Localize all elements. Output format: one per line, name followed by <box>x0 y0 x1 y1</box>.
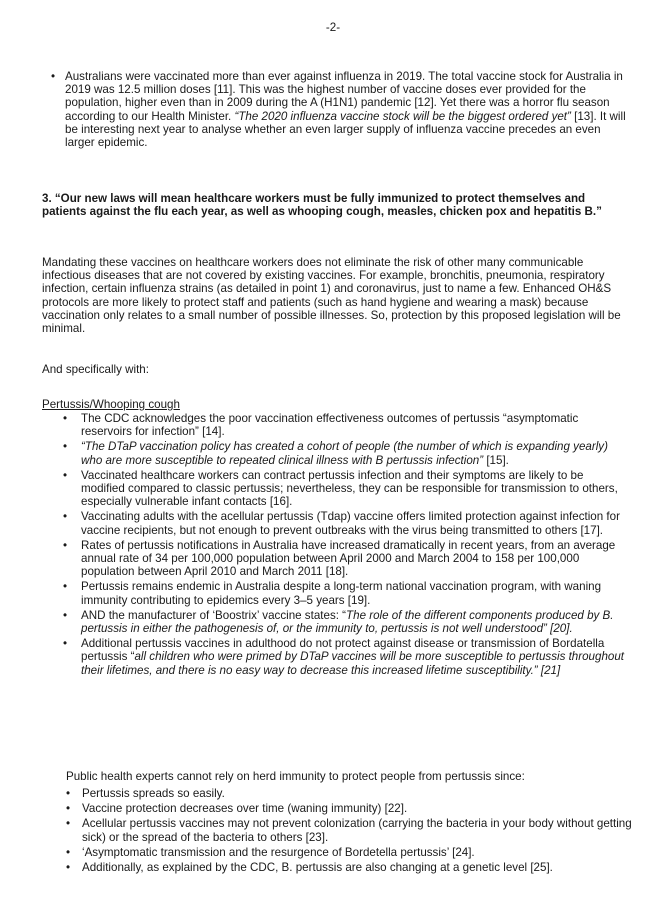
intro-text-end: [13]. It will be interesting next year to analyse whether an even larger supply of influenza vaccine precedes an even larger epidemic. <box>65 109 626 150</box>
specifically-line: And specifically with: <box>42 363 149 376</box>
intro-text: Australians were vaccinated more than ever against influenza in 2019. The total vaccine stock for Australia in 2019 was 12.5 million doses [11]. This was the highest number of vaccine doses ever provided for the population, higher even than in 2009 during the A (H1N1) pandemic [12]. Yet there was a horror flu season according to our Health Minister. <box>65 70 623 123</box>
pertussis-bullet-list <box>42 412 630 679</box>
bullet-pre-text: Rates of pertussis notifications in Australia have increased dramatically in recent years, from an average annual rate of 34 per 100,000 population between April 2000 and March 2004 to 158 per 100,000 population between April 2010 and March 2011 [18]. <box>81 538 616 579</box>
list-item <box>42 440 630 466</box>
section-3-heading: 3. “Our new laws will mean healthcare workers must be fully immunized to protect themselves and patients against the flu each year, as well as whooping cough, measles, chicken pox and hepatitis B.” <box>42 192 602 219</box>
herd-immunity-intro: Public health experts cannot rely on herd immunity to protect people from pertussis since: <box>66 770 525 783</box>
bullet-pre-text: Pertussis remains endemic in Australia despite a long-term national vaccination program, with waning immunity contributing to epidemics every 3–5 years [19]. <box>81 580 602 607</box>
bullet-italic-text: “The DTaP vaccination policy has created a cohort of people (the number of which is expanding yearly) who are more susceptible to repeated clinical illness with B pertussis infection” <box>81 440 608 467</box>
bullet-italic-text: The role of the different components produced by B. pertussis in either the pathogenesis of, or the immunity to, pertussis is not well understood” [20]. <box>81 608 614 636</box>
list-item: • ‘Asymptomatic transmission and the resurgence of Bordetella pertussis’ [24]. <box>60 846 632 859</box>
herd-bullet-list <box>60 787 632 876</box>
list-item: • Acellular pertussis vaccines may not prevent colonization (carrying the bacteria in your body without getting sick) or the spread of the bacteria to others [23]. <box>60 817 632 843</box>
list-item <box>42 70 632 149</box>
list-item: • Pertussis spreads so easily. <box>60 787 632 800</box>
list-item <box>42 510 630 536</box>
bullet-pre-text: Vaccinating adults with the acellular pertussis (Tdap) vaccine offers limited protection against infection for vaccine recipients, but not enough to prevent outbreaks with the virus being transmitted to others [17]. <box>81 510 620 537</box>
bullet-post-text: [15]. <box>483 453 509 467</box>
list-item: • Additionally, as explained by the CDC, B. pertussis are also changing at a genetic level [25]. <box>60 861 632 874</box>
list-item <box>42 609 630 635</box>
list-item: • Vaccine protection decreases over time (waning immunity) [22]. <box>60 802 632 815</box>
bullet-pre-text: The CDC acknowledges the poor vaccination effectiveness outcomes of pertussis “asymptomatic reservoirs for infection” [14]. <box>81 412 579 439</box>
intro-quote: “The 2020 influenza vaccine stock will be the biggest ordered yet” <box>234 109 571 123</box>
bullet-pre-text: Additional pertussis vaccines in adulthood do not protect against disease or transmission of Bordatella pertussis “ <box>81 637 605 664</box>
page-number: -2- <box>325 21 341 34</box>
bullet-pre-text: Vaccinated healthcare workers can contract pertussis infection and their symptoms are likely to be modified compared to classic pertussis; nevertheless, they can be responsible for transmission to others, especially vulnerable infant contacts [16]. <box>81 468 618 509</box>
list-item <box>42 469 630 509</box>
bullet-italic-text: all children who were primed by DTaP vaccines will be more susceptible to pertussis throughout their lifetimes, and there is no easy way to decrease this increased lifetime susceptibility.” [21] <box>81 650 625 677</box>
section-3-paragraph: Mandating these vaccines on healthcare workers does not eliminate the risk of other many communicable infectious diseases that are not covered by existing vaccines. For example, bronchitis, pneumonia, respiratory infection, certain influenza strains (as detailed in point 1) and coronavirus, just to name a few. Enhanced OH&S protocols are more likely to protect staff and patients (such as hand hygiene and wearing a mask) because vaccination only relates to a small number of possible illnesses. So, protection by this proposed legislation will be minimal. <box>42 256 621 336</box>
list-item <box>42 539 630 579</box>
list-item <box>42 580 630 606</box>
intro-bullet-list <box>42 70 632 149</box>
bullet-pre-text: AND the manufacturer of ‘Boostrix’ vaccine states: “ <box>81 608 347 622</box>
list-item <box>42 637 630 677</box>
list-item <box>42 412 630 438</box>
pertussis-heading: Pertussis/Whooping cough <box>42 398 180 411</box>
